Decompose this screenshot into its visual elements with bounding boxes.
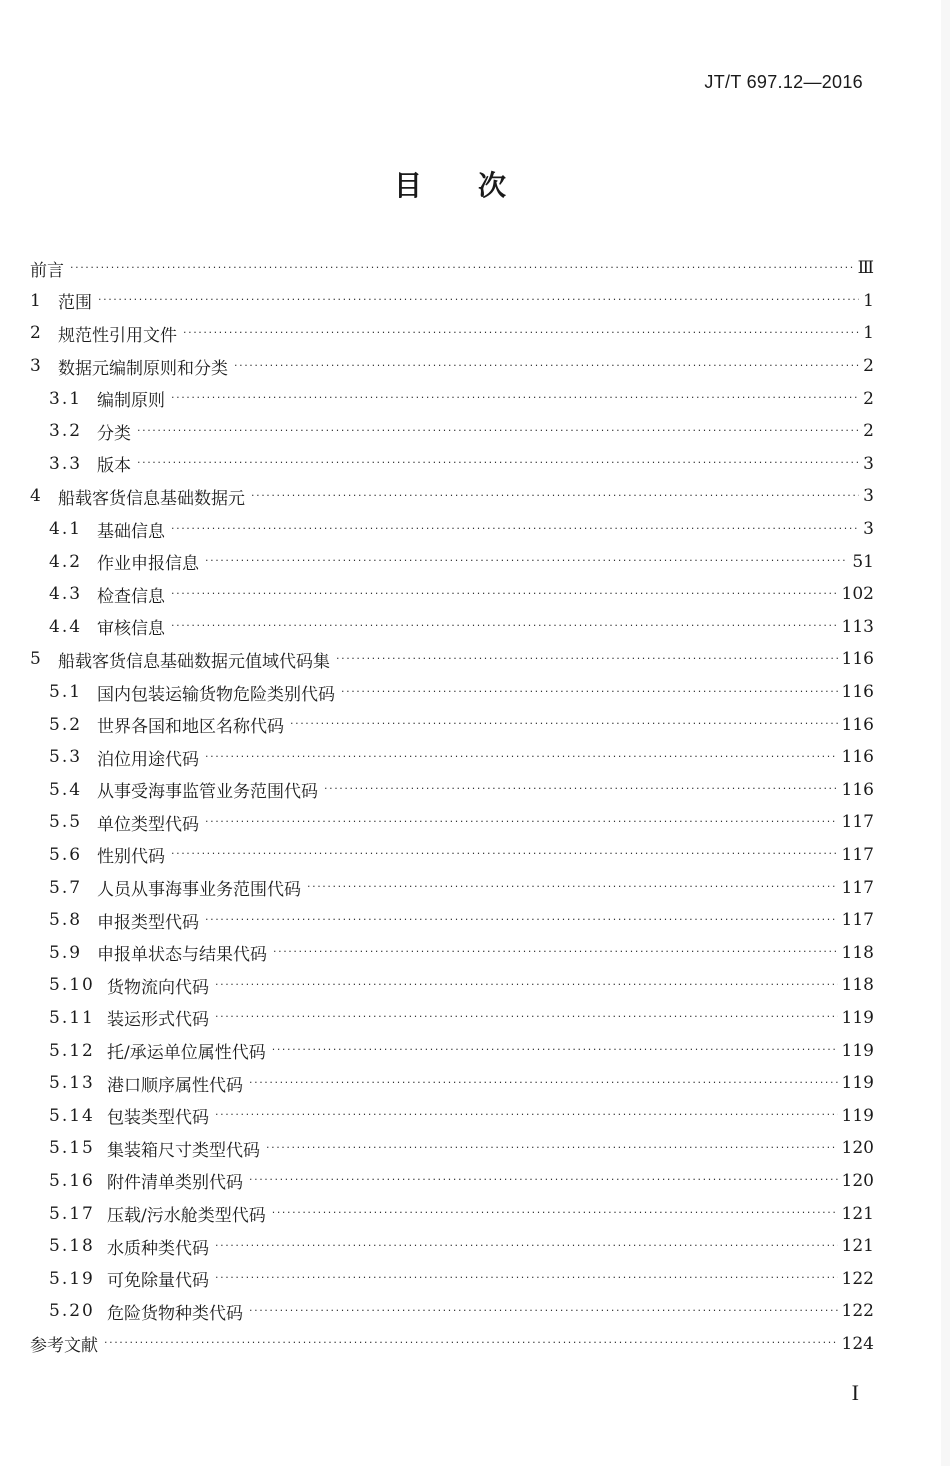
toc-entry-number: 5.14 [49, 1105, 95, 1126]
toc-entry-number: 4.1 [49, 519, 83, 540]
toc-entry-title: 从事受海事监管业务范围代码 [97, 782, 318, 803]
toc-entry-number: 5.9 [49, 942, 83, 963]
toc-entry-number: 5.2 [49, 714, 83, 735]
toc-entry[interactable] [30, 611, 874, 644]
toc-entry-title: 申报单状态与结果代码 [97, 945, 267, 966]
toc-entry-number: 5.10 [49, 975, 95, 996]
dot-leader [171, 587, 838, 600]
toc-entry-number: 3.1 [49, 388, 83, 409]
dot-leader [215, 1010, 838, 1023]
toc-entry[interactable] [30, 578, 874, 611]
toc-entry[interactable] [30, 285, 874, 318]
toc-entry-title: 可免除量代码 [107, 1271, 209, 1292]
table-of-contents [30, 252, 874, 1360]
toc-entry-number: 5.7 [49, 877, 83, 898]
toc-entry[interactable] [30, 480, 874, 513]
toc-entry-title: 数据元编制原则和分类 [58, 358, 228, 379]
toc-entry-page: 120 [841, 1138, 874, 1159]
toc-entry-title: 性别代码 [97, 847, 165, 868]
toc-entry[interactable] [30, 415, 874, 448]
toc-entry[interactable] [30, 936, 874, 969]
dot-leader [137, 456, 859, 469]
toc-entry-title: 作业申报信息 [97, 554, 199, 575]
dot-leader [183, 326, 859, 339]
toc-entry-page: 118 [841, 975, 874, 996]
toc-entry[interactable] [30, 1328, 874, 1361]
toc-entry-title: 规范性引用文件 [58, 325, 177, 346]
page-number: I [851, 1380, 859, 1405]
toc-entry-page: 2 [863, 421, 874, 442]
dot-leader [205, 913, 838, 926]
toc-entry[interactable] [30, 513, 874, 546]
toc-entry-number: 5.6 [49, 844, 83, 865]
toc-entry[interactable] [30, 676, 874, 709]
dot-leader [171, 522, 859, 535]
toc-entry[interactable] [30, 1099, 874, 1132]
toc-entry-page: 120 [841, 1170, 874, 1191]
dot-leader [249, 1076, 838, 1089]
dot-leader [249, 1304, 838, 1317]
toc-entry-title: 集装箱尺寸类型代码 [107, 1140, 260, 1161]
dot-leader [171, 847, 838, 860]
page-edge [941, 0, 950, 1466]
toc-entry[interactable] [30, 1002, 874, 1035]
dot-leader [324, 782, 838, 795]
toc-entry-page: 122 [841, 1268, 874, 1289]
toc-entry-page: 2 [863, 356, 874, 377]
toc-entry-number: 1 [30, 290, 41, 311]
toc-entry-page: 117 [841, 877, 874, 898]
dot-leader [171, 391, 859, 404]
toc-entry-page: 118 [841, 942, 874, 963]
toc-entry[interactable] [30, 871, 874, 904]
toc-entry-page: 119 [841, 1007, 874, 1028]
dot-leader [98, 293, 859, 306]
toc-entry[interactable] [30, 1132, 874, 1165]
toc-entry-title: 货物流向代码 [107, 977, 209, 998]
dot-leader [234, 359, 859, 372]
toc-entry[interactable] [30, 806, 874, 839]
toc-entry[interactable] [30, 1067, 874, 1100]
toc-entry-number: 2 [30, 323, 41, 344]
toc-entry-page: 51 [852, 551, 874, 572]
toc-entry[interactable] [30, 252, 874, 285]
toc-entry[interactable] [30, 350, 874, 383]
toc-entry-title: 附件清单类别代码 [107, 1173, 243, 1194]
dot-leader [272, 1206, 838, 1219]
toc-entry-page: 117 [841, 812, 874, 833]
toc-entry-number: 5.15 [49, 1138, 95, 1159]
toc-entry[interactable] [30, 1197, 874, 1230]
toc-entry-page: 3 [863, 519, 874, 540]
toc-entry-page: 117 [841, 844, 874, 865]
dot-leader [205, 554, 848, 567]
toc-entry[interactable] [30, 448, 874, 481]
dot-leader [307, 880, 838, 893]
toc-entry-title: 分类 [97, 423, 131, 444]
toc-entry-page: 117 [841, 910, 874, 931]
toc-entry-title: 水质种类代码 [107, 1238, 209, 1259]
dot-leader [272, 1043, 838, 1056]
dot-leader [215, 1271, 838, 1284]
toc-entry[interactable] [30, 1230, 874, 1263]
toc-entry-page: 102 [841, 584, 874, 605]
toc-entry-page: 121 [841, 1203, 874, 1224]
toc-entry-number: 3.2 [49, 421, 83, 442]
toc-entry-title: 船载客货信息基础数据元值域代码集 [58, 651, 330, 672]
toc-entry[interactable] [30, 774, 874, 807]
toc-entry-number: 5.1 [49, 682, 83, 703]
toc-entry-title: 包装类型代码 [107, 1108, 209, 1129]
toc-entry-page: 1 [863, 290, 874, 311]
toc-entry-title: 装运形式代码 [107, 1010, 209, 1031]
toc-entry[interactable] [30, 1262, 874, 1295]
toc-entry-page: 122 [841, 1301, 874, 1322]
toc-entry-page: 121 [841, 1236, 874, 1257]
toc-entry[interactable] [30, 741, 874, 774]
toc-entry-title: 危险货物种类代码 [107, 1303, 243, 1324]
toc-entry-number: 4.3 [49, 584, 83, 605]
toc-entry-number: 5.8 [49, 910, 83, 931]
toc-entry-title: 单位类型代码 [97, 814, 199, 835]
toc-title: 目次 [393, 169, 562, 202]
toc-entry-page: Ⅲ [857, 258, 874, 279]
toc-entry[interactable] [30, 1034, 874, 1067]
toc-entry[interactable] [30, 904, 874, 937]
toc-entry-number: 5.17 [49, 1203, 95, 1224]
toc-entry-number: 5.19 [49, 1268, 95, 1289]
toc-entry-title: 世界各国和地区名称代码 [97, 717, 284, 738]
toc-entry-title: 参考文献 [30, 1336, 98, 1357]
dot-leader [205, 815, 838, 828]
dot-leader [336, 652, 838, 665]
dot-leader [266, 1141, 838, 1154]
toc-entry-page: 3 [863, 486, 874, 507]
toc-entry-page: 3 [863, 453, 874, 474]
dot-leader [215, 1239, 838, 1252]
toc-entry-title: 基础信息 [97, 521, 165, 542]
toc-entry-title: 前言 [30, 260, 64, 281]
toc-entry-number: 5.11 [49, 1007, 95, 1028]
toc-entry-page: 119 [841, 1073, 874, 1094]
toc-entry-page: 1 [863, 323, 874, 344]
toc-entry-title: 人员从事海事业务范围代码 [97, 880, 301, 901]
toc-entry-number: 5.12 [49, 1040, 95, 1061]
toc-entry-number: 4 [30, 486, 41, 507]
toc-entry-page: 2 [863, 388, 874, 409]
toc-entry-title: 船载客货信息基础数据元 [58, 488, 245, 509]
toc-entry-title: 检查信息 [97, 586, 165, 607]
dot-leader [341, 685, 838, 698]
dot-leader [70, 261, 854, 274]
toc-entry-number: 5.18 [49, 1236, 95, 1257]
dot-leader [171, 619, 838, 632]
toc-entry-number: 3 [30, 356, 41, 377]
standard-code: JT/T 697.12—2016 [704, 72, 863, 92]
toc-entry[interactable] [30, 382, 874, 415]
toc-entry[interactable] [30, 708, 874, 741]
toc-entry[interactable] [30, 317, 874, 350]
dot-leader [104, 1336, 838, 1349]
toc-entry-title: 港口顺序属性代码 [107, 1075, 243, 1096]
toc-entry-title: 编制原则 [97, 391, 165, 412]
toc-entry-title: 托/承运单位属性代码 [107, 1043, 266, 1064]
toc-entry-title: 版本 [97, 456, 131, 477]
dot-leader [251, 489, 859, 502]
toc-entry-page: 116 [841, 682, 874, 703]
toc-entry-page: 119 [841, 1040, 874, 1061]
toc-entry[interactable] [30, 643, 874, 676]
toc-entry-number: 4.2 [49, 551, 83, 572]
toc-entry-number: 5.3 [49, 747, 83, 768]
toc-entry-page: 116 [841, 714, 874, 735]
toc-entry-page: 116 [841, 779, 874, 800]
toc-entry-number: 5 [30, 649, 41, 670]
toc-entry-number: 5.13 [49, 1073, 95, 1094]
dot-leader [215, 1108, 838, 1121]
toc-entry-title: 范围 [58, 293, 92, 314]
toc-entry-number: 4.4 [49, 616, 83, 637]
toc-entry[interactable] [30, 969, 874, 1002]
toc-entry-page: 116 [841, 649, 874, 670]
toc-entry-number: 5.4 [49, 779, 83, 800]
toc-entry-title: 泊位用途代码 [97, 749, 199, 770]
toc-entry-title: 申报类型代码 [97, 912, 199, 933]
toc-entry-title: 压载/污水舱类型代码 [107, 1206, 266, 1227]
dot-leader [137, 424, 859, 437]
toc-entry-page: 116 [841, 747, 874, 768]
toc-entry-number: 5.16 [49, 1170, 95, 1191]
toc-entry-number: 5.5 [49, 812, 83, 833]
toc-entry[interactable] [30, 839, 874, 872]
toc-entry-page: 119 [841, 1105, 874, 1126]
toc-entry-title: 审核信息 [97, 619, 165, 640]
toc-entry-page: 113 [841, 616, 874, 637]
toc-entry-number: 5.20 [49, 1301, 95, 1322]
toc-entry[interactable] [30, 1295, 874, 1328]
dot-leader [215, 978, 838, 991]
dot-leader [273, 945, 838, 958]
dot-leader [205, 750, 838, 763]
toc-entry-page: 124 [841, 1333, 874, 1354]
dot-leader [290, 717, 838, 730]
toc-entry-number: 3.3 [49, 453, 83, 474]
toc-entry[interactable] [30, 545, 874, 578]
toc-entry-title: 国内包装运输货物危险类别代码 [97, 684, 335, 705]
toc-entry[interactable] [30, 1165, 874, 1198]
dot-leader [249, 1173, 838, 1186]
